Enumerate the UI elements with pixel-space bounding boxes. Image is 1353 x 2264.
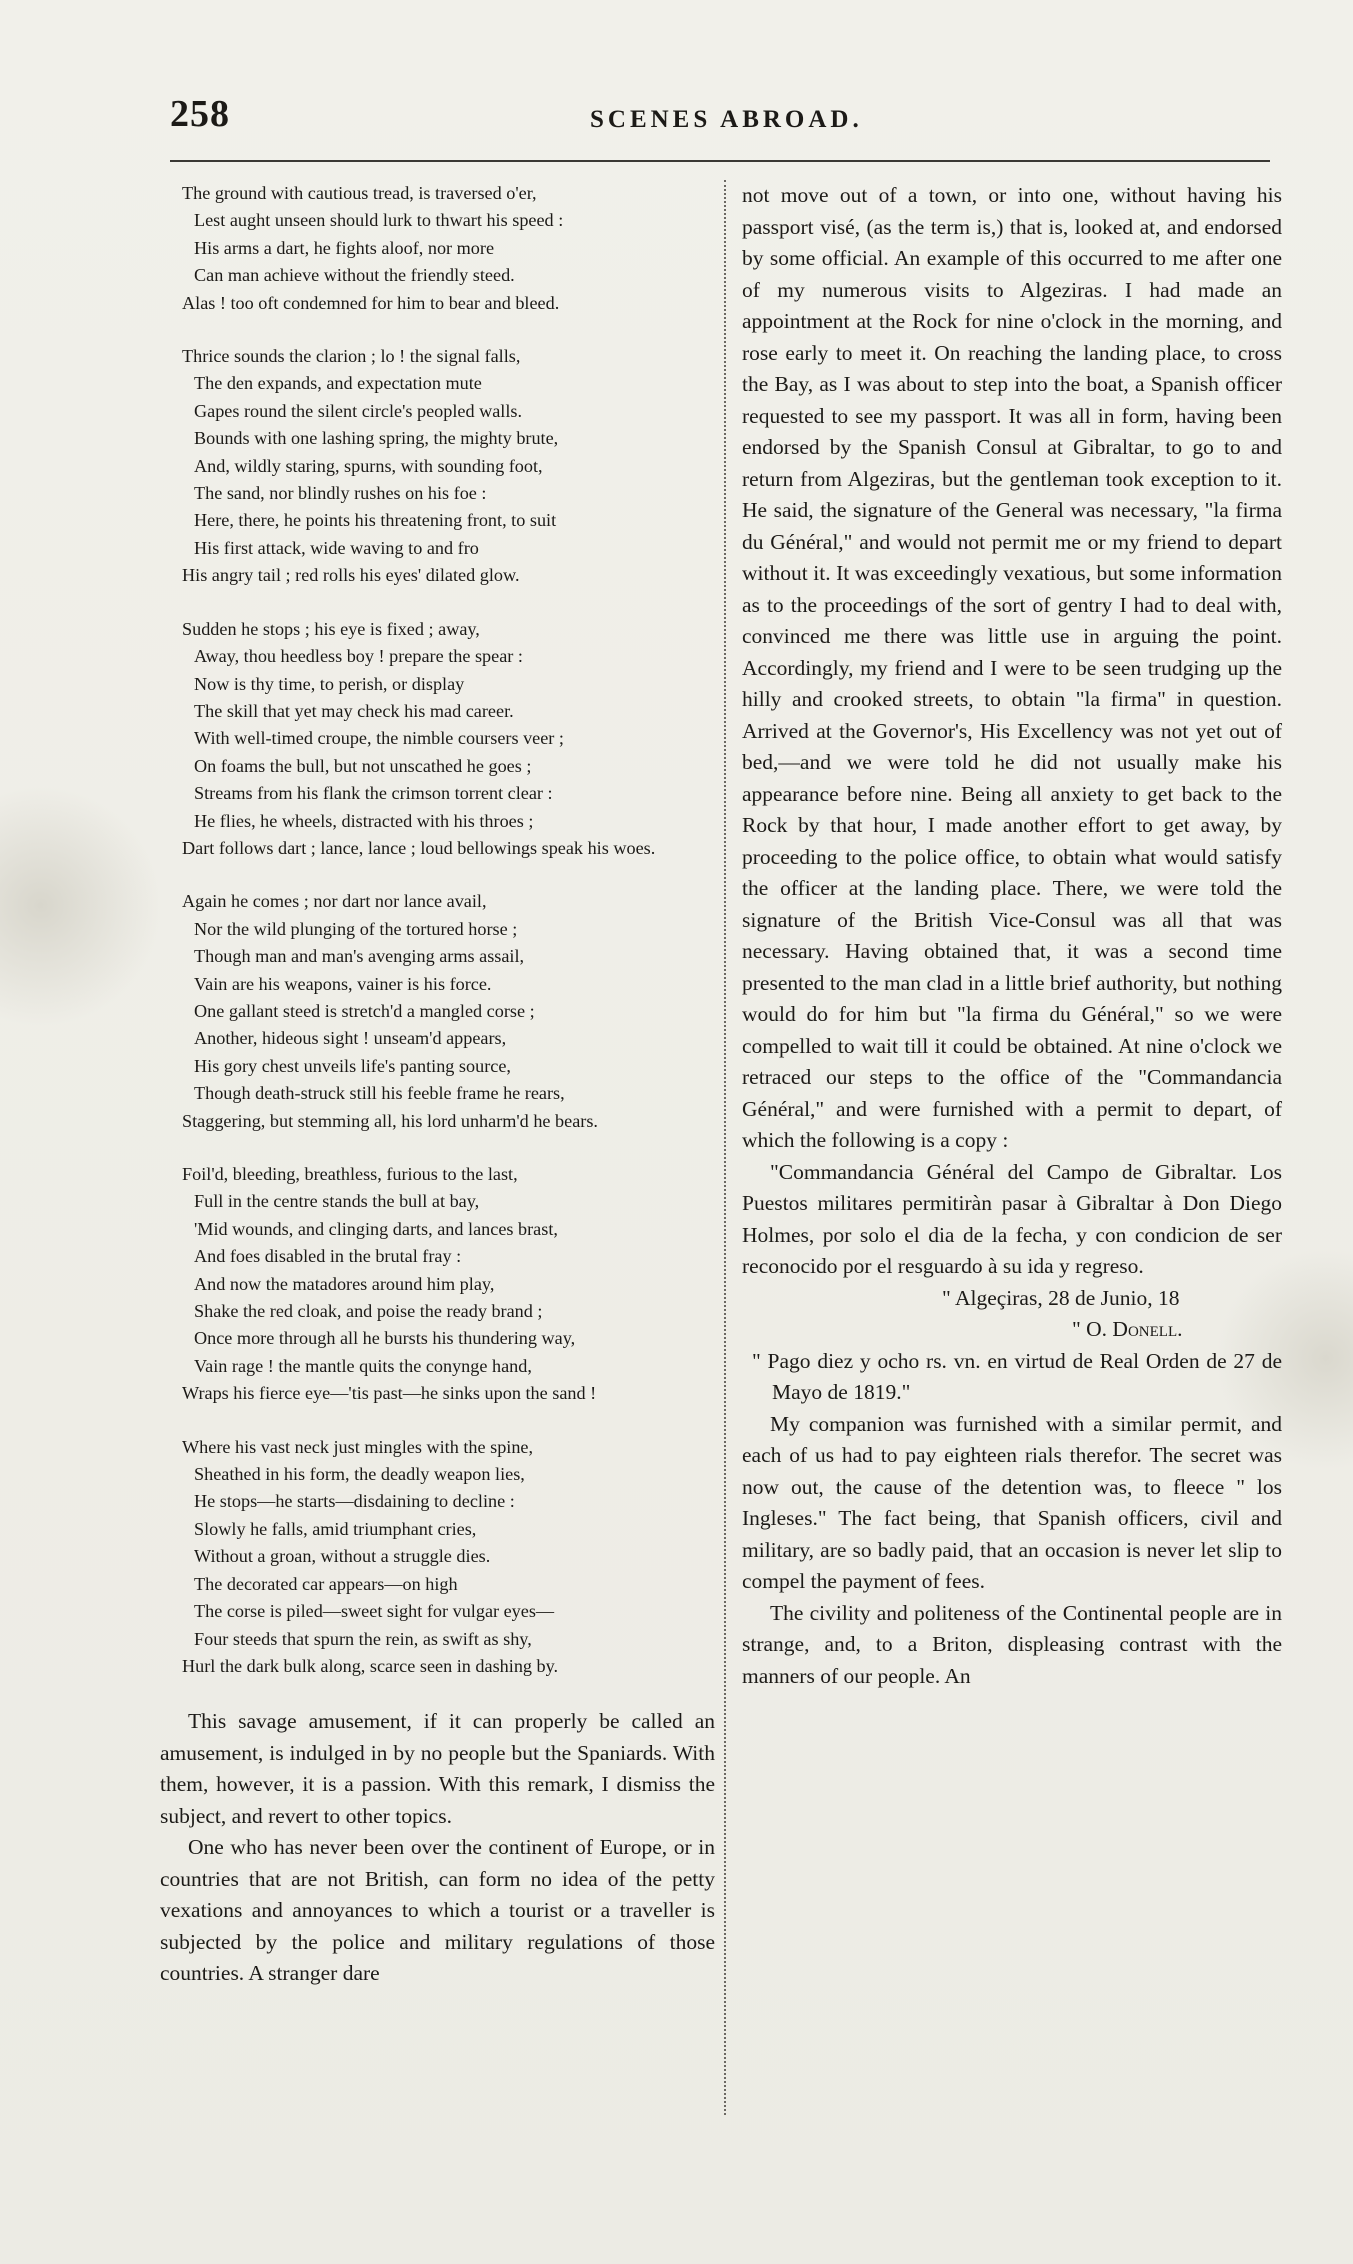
verse-line: The sand, nor blindly rushes on his foe : bbox=[194, 483, 487, 504]
verse-line: Sheathed in his form, the deadly weapon lies, bbox=[194, 1464, 525, 1485]
verse-line: His arms a dart, he fights aloof, nor more bbox=[194, 237, 495, 258]
poem-stanza bbox=[160, 180, 715, 317]
poem-stanza bbox=[160, 343, 715, 590]
verse-line: His angry tail ; red rolls his eyes' dilated glow. bbox=[182, 565, 520, 586]
poem-stanza bbox=[160, 616, 715, 863]
verse-line: Vain rage ! the mantle quits the conynge hand, bbox=[194, 1355, 532, 1376]
column-divider bbox=[724, 180, 726, 2115]
verse-line: Thrice sounds the clarion ; lo ! the signal falls, bbox=[182, 346, 521, 367]
verse-line: Bounds with one lashing spring, the mighty brute, bbox=[194, 428, 559, 449]
poem-stanza bbox=[160, 1434, 715, 1681]
verse-line: Streams from his flank the crimson torrent clear : bbox=[194, 783, 553, 804]
verse-line: Foil'd, bleeding, breathless, furious to the last, bbox=[182, 1164, 518, 1184]
permit-date: " Algeçiras, 28 de Junio, 18 bbox=[942, 1285, 1180, 1310]
verse-line: Sudden he stops ; his eye is fixed ; away, bbox=[182, 618, 480, 639]
verse-line: Though man and man's avenging arms assail, bbox=[194, 946, 525, 967]
poem-stanza bbox=[160, 1161, 715, 1408]
page-header bbox=[170, 92, 1270, 142]
verse-line: The den expands, and expectation mute bbox=[194, 373, 482, 394]
verse-line: And, wildly staring, spurns, with sounding foot, bbox=[194, 455, 543, 476]
verse-line: Gapes round the silent circle's peopled walls. bbox=[194, 400, 523, 421]
verse-line: Can man achieve without the friendly steed. bbox=[194, 265, 515, 286]
verse-line: Full in the centre stands the bull at bay, bbox=[194, 1191, 480, 1212]
verse-line: The decorated car appears—on high bbox=[194, 1573, 458, 1594]
verse-line: Without a groan, without a struggle dies. bbox=[194, 1546, 491, 1567]
fee-note: " Pago diez y ocho rs. vn. en virtud de Real Orden de 27 de Mayo de 1819." bbox=[752, 1348, 1282, 1404]
verse-line: Shake the red cloak, and poise the ready brand ; bbox=[194, 1301, 543, 1322]
paragraph-petty-vexations: One who has never been over the continent of Europe, or in countries that are not British, can form no idea of the petty vexations and annoyances to which a tourist or a traveller is subjected by the police and military regulations of those countries. A stranger dare bbox=[160, 1835, 715, 1986]
verse-line: With well-timed croupe, the nimble coursers veer ; bbox=[194, 728, 564, 749]
poem bbox=[160, 180, 715, 1680]
verse-line: On foams the bull, but not unscathed he goes ; bbox=[194, 755, 532, 776]
verse-line: Wraps his fierce eye—'tis past—he sinks upon the sand ! bbox=[182, 1383, 597, 1404]
verse-line: Another, hideous sight ! unseam'd appears, bbox=[194, 1028, 507, 1049]
header-rule bbox=[170, 160, 1270, 162]
verse-line: Now is thy time, to perish, or display bbox=[194, 673, 465, 694]
paragraph-civility: The civility and politeness of the Continental people are in strange, and, to a Briton, displeasing contrast with the manners of our people. An bbox=[742, 1600, 1282, 1688]
verse-line: Alas ! too oft condemned for him to bear and bleed. bbox=[182, 292, 560, 313]
verse-line: He flies, he wheels, distracted with his throes ; bbox=[194, 810, 534, 831]
paragraph-companion: My companion was furnished with a similar permit, and each of us had to pay eighteen rials therefor. The secret was now out, the cause of the detention was, to fleece " los Ingleses." The fact being, that Spanish officers, civil and military, are so badly paid, that an occasion is never let slip to compel the payment of fees. bbox=[742, 1411, 1282, 1593]
verse-line: Staggering, but stemming all, his lord unharm'd he bears. bbox=[182, 1110, 598, 1131]
paragraph-passport: not move out of a town, or into one, without having his passport visé, (as the term is,) that is, looked at, and endorsed by some official. An example of this occurred to me after one of my numerous visits to Algeziras. I had made an appointment at the Rock for nine o'clock in the morning, and rose early to meet it. On reaching the landing place, to cross the Bay, as I was about to step into the boat, a Spanish officer requested to see my passport. It was all in form, having been endorsed by the Spanish Consul at Gibraltar, to go to and return from Algeziras, but the gentleman took exception to it. He said, the signature of the General was necessary, "la firma du Général," and would not permit me or my friend to depart without it. It was exceedingly vexatious, but some information as to the proceedings of the sort of gentry I had to deal with, convinced me there was little use in arguing the point. Accordingly, my friend and I were to be seen trudging up the hilly and crooked streets, to obtain "la firma" in question. Arrived at the Governor's, His Excellency was not yet out of bed,—and we were told he did not usually make his appearance before nine. Being all anxiety to get back to the Rock by that hour, I made another effort to get away, by proceeding to the police office, to obtain what would satisfy the officer at the landing place. There, we were told the signature of the British Vice-Consul was all that was necessary. Having obtained that, it was a second time presented to the man clad in a little brief authority, but nothing would do for him but "la firma du Général," so we were compelled to wait till it could be obtained. At nine o'clock we retraced our steps to the office of the "Commandancia Général," and were furnished with a permit to depart, of which the following is a copy : bbox=[742, 183, 1282, 1152]
verse-line: Nor the wild plunging of the tortured horse ; bbox=[194, 918, 518, 939]
right-column bbox=[742, 180, 1282, 1692]
verse-line: Vain are his weapons, vainer is his force. bbox=[194, 973, 492, 994]
verse-line: His gory chest unveils life's panting source, bbox=[194, 1055, 511, 1076]
verse-line: The ground with cautious tread, is traversed o'er, bbox=[182, 183, 537, 203]
running-title: SCENES ABROAD. bbox=[590, 106, 863, 133]
verse-line: Away, thou heedless boy ! prepare the spear : bbox=[194, 646, 523, 667]
verse-line: Once more through all he bursts his thundering way, bbox=[194, 1328, 576, 1349]
poem-stanza bbox=[160, 888, 715, 1135]
verse-line: Hurl the dark bulk along, scarce seen in dashing by. bbox=[182, 1655, 559, 1676]
verse-line: Where his vast neck just mingles with the spine, bbox=[182, 1436, 534, 1457]
verse-line: The corse is piled—sweet sight for vulgar eyes— bbox=[194, 1601, 555, 1622]
verse-line: The skill that yet may check his mad career. bbox=[194, 700, 514, 721]
verse-line: One gallant steed is stretch'd a mangled corse ; bbox=[194, 1000, 535, 1021]
verse-line: Four steeds that spurn the rein, as swift as shy, bbox=[194, 1628, 532, 1649]
page-number: 258 bbox=[170, 93, 230, 135]
verse-line: And foes disabled in the brutal fray : bbox=[194, 1246, 462, 1267]
verse-line: Here, there, he points his threatening front, to suit bbox=[194, 510, 557, 531]
verse-line: His first attack, wide waving to and fro bbox=[194, 537, 479, 558]
paragraph-savage-amusement: This savage amusement, if it can properly be called an amusement, is indulged in by no people but the Spaniards. With them, however, it is a passion. With this remark, I dismiss the subject, and revert to other topics. bbox=[160, 1709, 715, 1828]
left-column bbox=[160, 180, 715, 1990]
verse-line: Lest aught unseen should lurk to thwart his speed : bbox=[194, 210, 564, 231]
verse-line: 'Mid wounds, and clinging darts, and lances brast, bbox=[194, 1218, 558, 1239]
permit-signature: " O. Donell. bbox=[1072, 1317, 1183, 1341]
permit-text: "Commandancia Général del Campo de Gibraltar. Los Puestos militares permitiràn pasar à Gibraltar à Don Diego Holmes, por solo el dia de la fecha, y con condicion de ser reconocido por el resguardo à su ida y regreso. bbox=[742, 1159, 1282, 1278]
left-prose bbox=[160, 1706, 715, 1990]
verse-line: And now the matadores around him play, bbox=[194, 1273, 495, 1294]
verse-line: Again he comes ; nor dart nor lance avail, bbox=[182, 891, 487, 912]
verse-line: He stops—he starts—disdaining to decline : bbox=[194, 1491, 515, 1512]
verse-line: Though death-struck still his feeble frame he rears, bbox=[194, 1083, 565, 1104]
verse-line: Slowly he falls, amid triumphant cries, bbox=[194, 1518, 477, 1539]
verse-line: Dart follows dart ; lance, lance ; loud bellowings speak his woes. bbox=[182, 837, 656, 858]
